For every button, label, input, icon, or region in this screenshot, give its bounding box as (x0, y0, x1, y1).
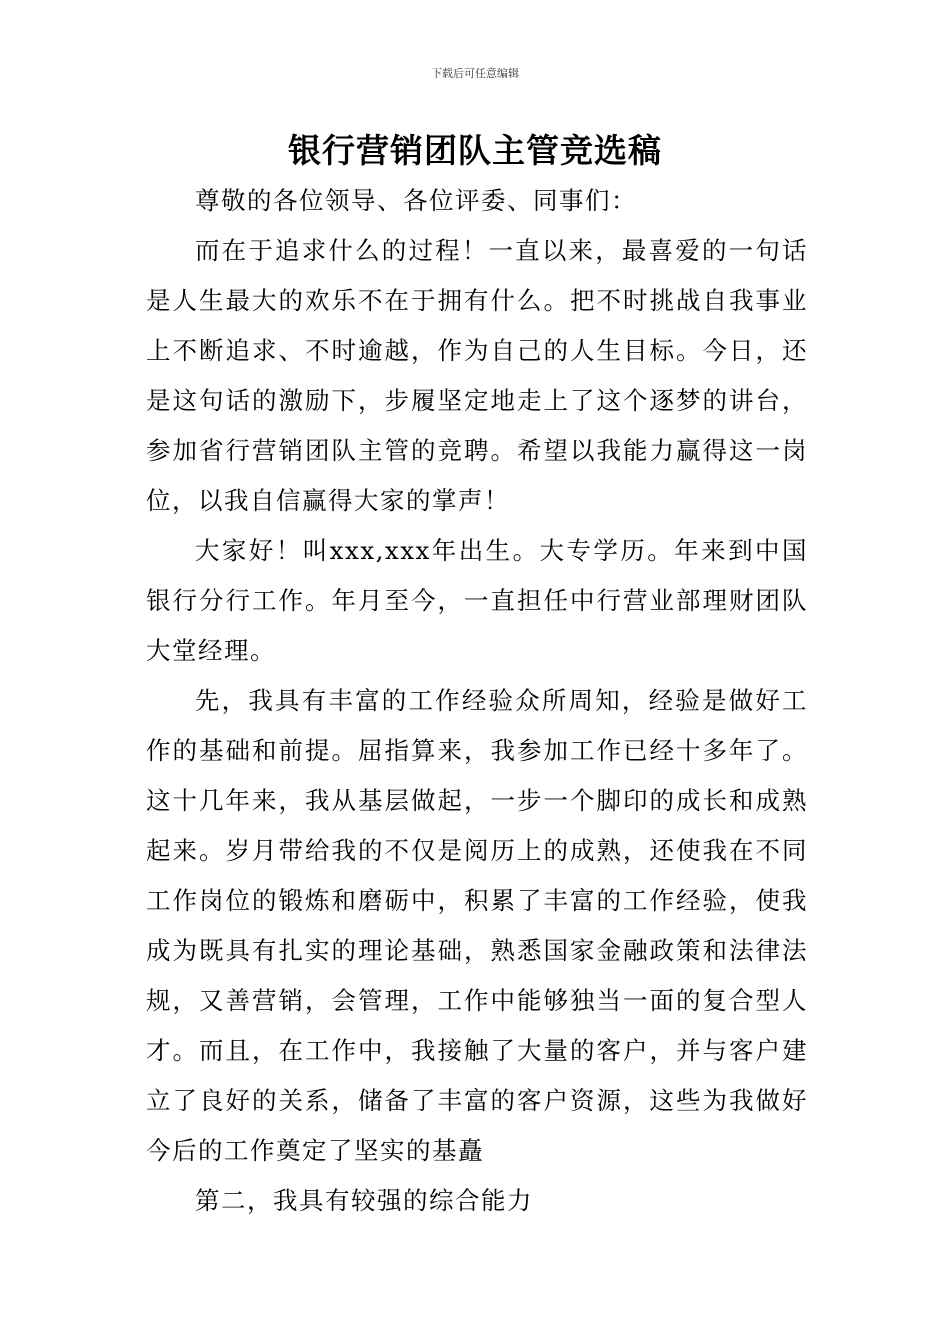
document-body (146, 176, 808, 1226)
paragraph-1: 而在于追求什么的过程！一直以来，最喜爱的一句话是人生最大的欢乐不在于拥有什么。把不时挑战自我事业上不断追求、不时逾越，作为自己的人生目标。今日，还是这句话的激励下，步履坚定地走上了这个逐梦的讲台，参加省行营销团队主管的竞聘。希望以我能力赢得这一岗位，以我自信赢得大家的掌声！ (146, 236, 808, 515)
paragraph-2: 大家好！叫xxx,xxx年出生。大专学历。年来到中国银行分行工作。年月至今，一直担任中行营业部理财团队大堂经理。 (146, 536, 808, 665)
greeting-line: 尊敬的各位领导、各位评委、同事们： (195, 186, 637, 215)
document-title: 银行营销团队主管竞选稿 (288, 131, 662, 170)
paragraph-4: 第二，我具有较强的综合能力 (195, 1186, 533, 1215)
paragraph-3: 先，我具有丰富的工作经验众所周知，经验是做好工作的基础和前提。屈指算来，我参加工作已经十多年了。这十几年来，我从基层做起，一步一个脚印的成长和成熟起来。岁月带给我的不仅是阅历上的成熟，还使我在不同工作岗位的锻炼和磨砺中，积累了丰富的工作经验，使我成为既具有扎实的理论基础，熟悉国家金融政策和法律法规，又善营销，会管理，工作中能够独当一面的复合型人才。而且，在工作中，我接触了大量的客户，并与客户建立了良好的关系，储备了丰富的客户资源，这些为我做好今后的工作奠定了坚实的基矗 (146, 686, 808, 1165)
download-note: 下载后可任意编辑 (431, 67, 519, 80)
